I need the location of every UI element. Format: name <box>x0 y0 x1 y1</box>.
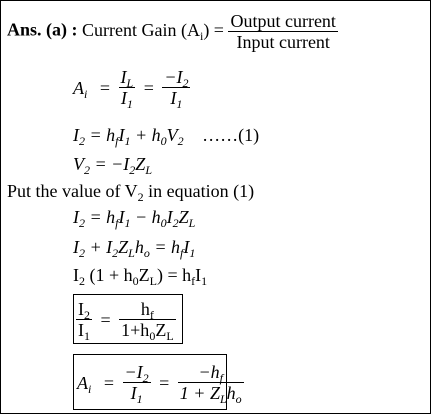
input-current: Input current <box>228 31 337 52</box>
fraction-neg-i2-over-i1: $\frac{-I_2}{I_1}$ <box>164 67 189 111</box>
boxed-final-gain: $A_i$ = $\frac{-I_2}{I_1}$ = $\frac{-h_f}{1 + Z_Lh_o}$ <box>73 354 227 410</box>
fraction-i2-over-i1: $\frac{I_2}{I_1}$ <box>78 299 90 343</box>
boxed-current-ratio: $\frac{I_2}{I_1}$ = $\frac{h_f}{1+h_0Z_L}$ <box>73 294 183 344</box>
answer-label: Ans. (a) : <box>7 19 78 40</box>
fraction-neg-i2-over-i1-final: $\frac{-I_2}{I_1}$ <box>124 362 149 406</box>
equation-rearranged: $I_2 + I_2Z_Lh_o = h_fI_1$ <box>73 237 196 260</box>
equation-substituted: $I_2 = h_fI_1 - h_0I_2Z_L$ <box>73 207 196 230</box>
equation-tag: ……(1) <box>202 125 260 145</box>
header-line <box>7 11 338 52</box>
fraction-hf-over-denominator: $\frac{h_f}{1+h_0Z_L}$ <box>121 299 174 343</box>
equation-current-gain: $A_i$ = $\frac{I_L}{I_1}$ = $\frac{-I_2}{I_1}$ <box>73 67 189 111</box>
output-current: Output current <box>230 11 336 31</box>
gain-definition-fraction <box>228 11 337 52</box>
fraction-il-over-i1: $\frac{I_L}{I_1}$ <box>120 67 134 111</box>
gain-text: Current Gain $(A_i)$ = <box>82 19 224 43</box>
equation-1: $I_2 = h_fI_1 + h_0V_2$ ……(1) <box>73 125 260 148</box>
fraction-neg-hf-over-denominator: $\frac{-h_f}{1 + Z_Lh_o}$ <box>179 362 242 406</box>
equation-factored: $I_2$ $(1 + h_0Z_L) = h_fI_1$ <box>73 265 208 288</box>
equation-v2: $V_2 = -I_2Z_L$ <box>73 154 152 177</box>
substitution-statement: Put the value of $V_2$ in equation (1) <box>7 181 255 204</box>
